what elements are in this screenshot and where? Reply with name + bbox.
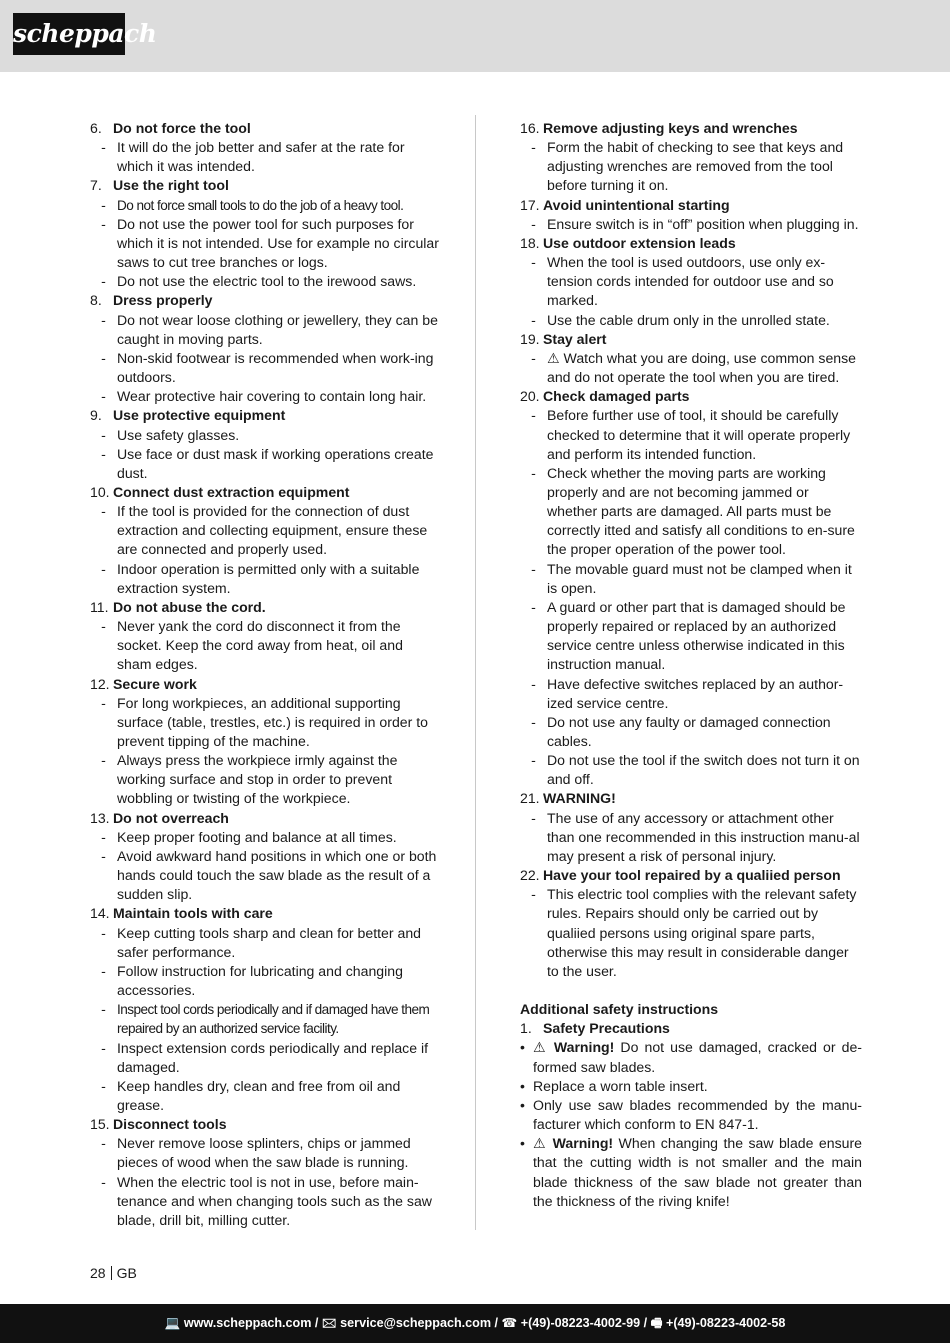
list-item <box>520 138 862 195</box>
list-item <box>90 215 440 272</box>
section-number: 12. <box>90 675 110 692</box>
bullet-marker: • <box>520 1077 525 1094</box>
list-item-text: Indoor operation is permitted only with a suitable extraction system. <box>117 560 420 596</box>
dash-marker: - <box>531 139 536 156</box>
bullet-item <box>520 1038 862 1076</box>
list-item-text: Do not use the tool if the switch does not turn it on and off. <box>547 752 860 788</box>
section-title: Disconnect tools <box>113 1116 227 1133</box>
list-item <box>520 809 862 866</box>
dash-marker: - <box>101 1077 106 1094</box>
section-number: 9. <box>90 407 102 424</box>
section-number: 17. <box>520 196 540 213</box>
contact-bar <box>0 1304 950 1343</box>
subsection-title: Safety Precautions <box>543 1020 670 1037</box>
section-title: Check damaged parts <box>543 388 690 405</box>
list-item-text: Never yank the cord do disconnect it from the socket. Keep the cord away from heat, oil and sham edges. <box>117 618 403 673</box>
bullet-text <box>533 1038 862 1076</box>
list-item <box>520 311 862 330</box>
section-heading <box>520 866 862 885</box>
section-number: 6. <box>90 120 102 136</box>
section-number: 22. <box>520 867 540 884</box>
page-number-value: 28 <box>90 1265 106 1281</box>
dash-marker: - <box>101 560 106 577</box>
section-title: Do not abuse the cord. <box>113 598 266 615</box>
list-item-text: Non-skid footwear is recommended when work-ing outdoors. <box>117 349 434 386</box>
list-item <box>520 560 862 598</box>
section-heading <box>90 598 440 617</box>
section-number: 14. <box>90 905 110 922</box>
section-heading <box>90 119 440 138</box>
dash-marker: - <box>101 349 106 366</box>
bullet-marker: • <box>520 1039 525 1056</box>
list-item <box>90 1134 440 1172</box>
column-divider <box>475 115 476 1230</box>
section-number: 8. <box>90 292 102 309</box>
section-title: WARNING! <box>543 790 616 807</box>
bullet-body: Replace a worn table insert. <box>533 1077 708 1094</box>
section-heading <box>520 330 862 349</box>
list-item-text: The movable guard must not be clamped when it is open. <box>547 560 852 596</box>
list-item <box>520 885 862 981</box>
list-item <box>90 272 440 291</box>
list-item-text: Before further use of tool, it should be carefully checked to determine that it will operate properly and perform its intended function. <box>547 407 851 462</box>
section-title: Avoid unintentional starting <box>543 196 730 213</box>
section-number: 18. <box>520 234 540 251</box>
dash-marker: - <box>101 311 106 328</box>
page-separator <box>111 1266 112 1280</box>
dash-marker: - <box>101 215 106 232</box>
section-heading <box>520 234 862 253</box>
bullet-marker: • <box>520 1135 525 1152</box>
header-bar <box>0 0 950 72</box>
section-heading <box>90 809 440 828</box>
list-item <box>520 253 862 310</box>
list-item <box>520 751 862 789</box>
bullet-text <box>533 1096 862 1134</box>
dash-marker: - <box>101 828 106 845</box>
list-item-text: Inspect extension cords periodically and replace if damaged. <box>117 1039 429 1075</box>
dash-marker: - <box>101 139 106 156</box>
section-number: 19. <box>520 330 540 347</box>
dash-marker: - <box>531 713 536 730</box>
list-item-text: Have defective switches replaced by an author-ized service centre. <box>547 675 844 711</box>
list-item-text: Ensure switch is in “off” position when plugging in. <box>547 215 859 232</box>
list-item-text: Do not use any faulty or damaged connection cables. <box>547 713 831 749</box>
dash-marker: - <box>101 1173 106 1190</box>
bullet-body: Only use saw blades recommended by the manu-facturer which conform to EN 847-1. <box>533 1096 862 1133</box>
dash-marker: - <box>531 886 536 903</box>
bullet-text <box>533 1077 862 1096</box>
left-column <box>90 119 440 1230</box>
dash-marker: - <box>101 962 106 979</box>
dash-marker: - <box>101 1135 106 1152</box>
section-number: 21. <box>520 790 540 807</box>
section-title: Secure work <box>113 675 197 692</box>
list-item <box>90 502 440 559</box>
section-number: 10. <box>90 483 110 500</box>
section-heading <box>90 483 440 502</box>
list-item <box>90 1173 440 1230</box>
list-item <box>520 406 862 463</box>
list-item-text: When the electric tool is not in use, before main-tenance and when changing tools such as the saw blade, drill bit, milling cutter. <box>117 1173 432 1228</box>
list-item-text: Use face or dust mask if working operations create dust. <box>117 445 434 481</box>
dash-marker: - <box>531 675 536 692</box>
spacer <box>520 981 862 1000</box>
dash-marker: - <box>101 1039 106 1056</box>
dash-marker: - <box>101 273 106 290</box>
bullet-body: When changing the saw blade ensure that the cutting width is not smaller and the main blade thickness of the saw blade not greater than the thickness of the riving knife! <box>533 1135 862 1209</box>
list-item <box>90 828 440 847</box>
dash-marker: - <box>101 752 106 769</box>
list-item-text: Avoid awkward hand positions in which one or both hands could touch the saw blade as the result of a sudden slip. <box>117 847 437 903</box>
bullet-body: Do not use damaged, cracked or de-formed saw blades. <box>533 1039 863 1075</box>
list-item-text: A guard or other part that is damaged should be properly repaired or replaced by an authorized service centre unless otherwise indicated in this instruction manual. <box>547 598 846 673</box>
list-item-text: For long workpieces, an additional supporting surface (table, trestles, etc.) is required in order to prevent tipping of the machine. <box>117 694 428 749</box>
list-item <box>90 445 440 483</box>
list-item-text: Do not use the electric tool to the irewood saws. <box>117 273 417 290</box>
list-item-text: The use of any accessory or attachment other than one recommended in this instruction manu-al may present a risk of personal injury. <box>547 809 860 864</box>
section-title: Dress properly <box>113 292 213 309</box>
page-language: GB <box>116 1265 137 1281</box>
section-heading <box>90 406 440 425</box>
section-title: Use outdoor extension leads <box>543 234 736 251</box>
list-item <box>90 196 440 215</box>
list-item-text: Always press the workpiece irmly against the working surface and stop in order to prevent wobbling or twisting of the workpiece. <box>117 752 398 807</box>
subsection-number: 1. <box>520 1020 532 1037</box>
additional-heading: Additional safety instructions <box>520 1001 719 1018</box>
list-item-text: Do not use the power tool for such purposes for which it is not intended. Use for example no circular saws to cut tree branches or logs. <box>117 215 439 271</box>
section-heading <box>90 675 440 694</box>
list-item <box>90 847 440 904</box>
section-number: 11. <box>90 598 109 615</box>
dash-marker: - <box>531 254 536 271</box>
list-item-text: This electric tool complies with the relevant safety rules. Repairs should only be carried out by qualiied persons using original spare parts, otherwise this may result in considerable danger to the user. <box>547 886 857 979</box>
list-item-text: Do not wear loose clothing or jewellery, they can be caught in moving parts. <box>117 311 438 347</box>
list-item <box>90 1039 440 1077</box>
list-item-text: Never remove loose splinters, chips or jammed pieces of wood when the saw blade is running. <box>117 1135 411 1171</box>
dash-marker: - <box>531 598 536 615</box>
section-number: 20. <box>520 388 540 405</box>
list-item-text: If the tool is provided for the connection of dust extraction and collecting equipment, ensure these are connected and properly used. <box>117 503 428 558</box>
section-heading <box>90 291 440 310</box>
section-number: 16. <box>520 120 540 136</box>
dash-marker: - <box>531 752 536 769</box>
list-item <box>90 387 440 406</box>
list-item <box>520 464 862 560</box>
page-number <box>90 1265 137 1281</box>
section-title: Use the right tool <box>113 177 229 194</box>
dash-marker: - <box>101 924 106 941</box>
dash-marker: - <box>531 809 536 826</box>
section-heading <box>520 196 862 215</box>
bullet-text <box>533 1134 862 1211</box>
dash-marker: - <box>101 445 106 462</box>
warning-label: ⚠ Warning! <box>533 1135 614 1152</box>
dash-marker: - <box>101 847 106 864</box>
list-item-text: Use the cable drum only in the unrolled state. <box>547 311 830 328</box>
section-heading <box>90 176 440 195</box>
list-item <box>90 694 440 751</box>
bullet-item <box>520 1134 862 1211</box>
right-column <box>520 119 862 1211</box>
section-title: Stay alert <box>543 330 607 347</box>
brand-logo: scheppach <box>13 13 125 55</box>
list-item <box>520 349 862 387</box>
section-heading <box>520 119 862 138</box>
dash-marker: - <box>531 407 536 424</box>
list-item <box>90 924 440 962</box>
section-number: 15. <box>90 1116 110 1133</box>
list-item <box>90 426 440 445</box>
list-item-text: Wear protective hair covering to contain long hair. <box>117 388 427 405</box>
section-title: Do not overreach <box>113 809 229 826</box>
dash-marker: - <box>531 464 536 481</box>
list-item <box>90 617 440 674</box>
dash-marker: - <box>531 215 536 232</box>
list-item <box>90 560 440 598</box>
section-heading <box>520 789 862 808</box>
list-item-text: Form the habit of checking to see that keys and adjusting wrenches are removed from the tool before turning it on. <box>547 139 844 194</box>
dash-marker: - <box>101 388 106 405</box>
list-item-text: Keep cutting tools sharp and clean for better and safer performance. <box>117 924 421 960</box>
dash-marker: - <box>101 196 106 213</box>
section-title: Have your tool repaired by a qualiied person <box>543 867 841 884</box>
section-heading <box>520 387 862 406</box>
list-item-text: ⚠ Watch what you are doing, use common sense and do not operate the tool when you are tired. <box>547 349 857 386</box>
list-item-text: Keep proper footing and balance at all times. <box>117 828 397 845</box>
list-item <box>520 598 862 675</box>
section-title: Maintain tools with care <box>113 905 273 922</box>
list-item <box>90 1077 440 1115</box>
dash-marker: - <box>101 1001 106 1018</box>
dash-marker: - <box>101 618 106 635</box>
dash-marker: - <box>531 311 536 328</box>
section-title: Connect dust extraction equipment <box>113 483 350 500</box>
section-heading <box>90 1115 440 1134</box>
dash-marker: - <box>531 560 536 577</box>
list-item <box>520 675 862 713</box>
subsection-heading <box>520 1019 862 1038</box>
warning-label: ⚠ Warning! <box>533 1039 615 1056</box>
dash-marker: - <box>531 349 536 366</box>
dash-marker: - <box>101 503 106 520</box>
section-number: 13. <box>90 809 110 826</box>
bullet-item <box>520 1096 862 1134</box>
list-item-text: Inspect tool cords periodically and if damaged have them repaired by an authorized service facility. <box>117 1002 430 1037</box>
list-item-text: It will do the job better and safer at the rate for which it was intended. <box>117 139 405 175</box>
contact-info: 💻 www.scheppach.com / 🖂 service@scheppach.com / ☎ +(49)-08223-4002-99 / 🖷 +(49)-08223-4002-58 <box>164 1316 786 1330</box>
list-item-text: Do not force small tools to do the job of a heavy tool. <box>117 197 404 213</box>
list-item <box>90 349 440 387</box>
section-heading <box>90 904 440 923</box>
dash-marker: - <box>101 426 106 443</box>
section-title: Use protective equipment <box>113 407 286 424</box>
list-item-text: Use safety glasses. <box>117 426 240 443</box>
bullet-item <box>520 1077 862 1096</box>
dash-marker: - <box>101 694 106 711</box>
section-number: 7. <box>90 177 102 194</box>
list-item <box>90 138 440 176</box>
list-item-text: Check whether the moving parts are working properly and are not becoming jammed or whether parts are damaged. All parts must be correctly itted and satisfy all conditions to en-sure the proper operation of the power tool. <box>547 464 855 558</box>
list-item <box>90 1000 440 1038</box>
list-item <box>520 713 862 751</box>
section-title: Remove adjusting keys and wrenches <box>543 120 798 136</box>
list-item <box>90 751 440 808</box>
list-item-text: When the tool is used outdoors, use only ex-tension cords intended for outdoor use and so marked. <box>547 254 834 309</box>
list-item <box>90 311 440 349</box>
section-title: Do not force the tool <box>113 120 251 136</box>
list-item <box>90 962 440 1000</box>
bullet-marker: • <box>520 1096 525 1113</box>
list-item <box>520 215 862 234</box>
list-item-text: Follow instruction for lubricating and changing accessories. <box>117 962 403 999</box>
list-item-text: Keep handles dry, clean and free from oil and grease. <box>117 1077 401 1113</box>
